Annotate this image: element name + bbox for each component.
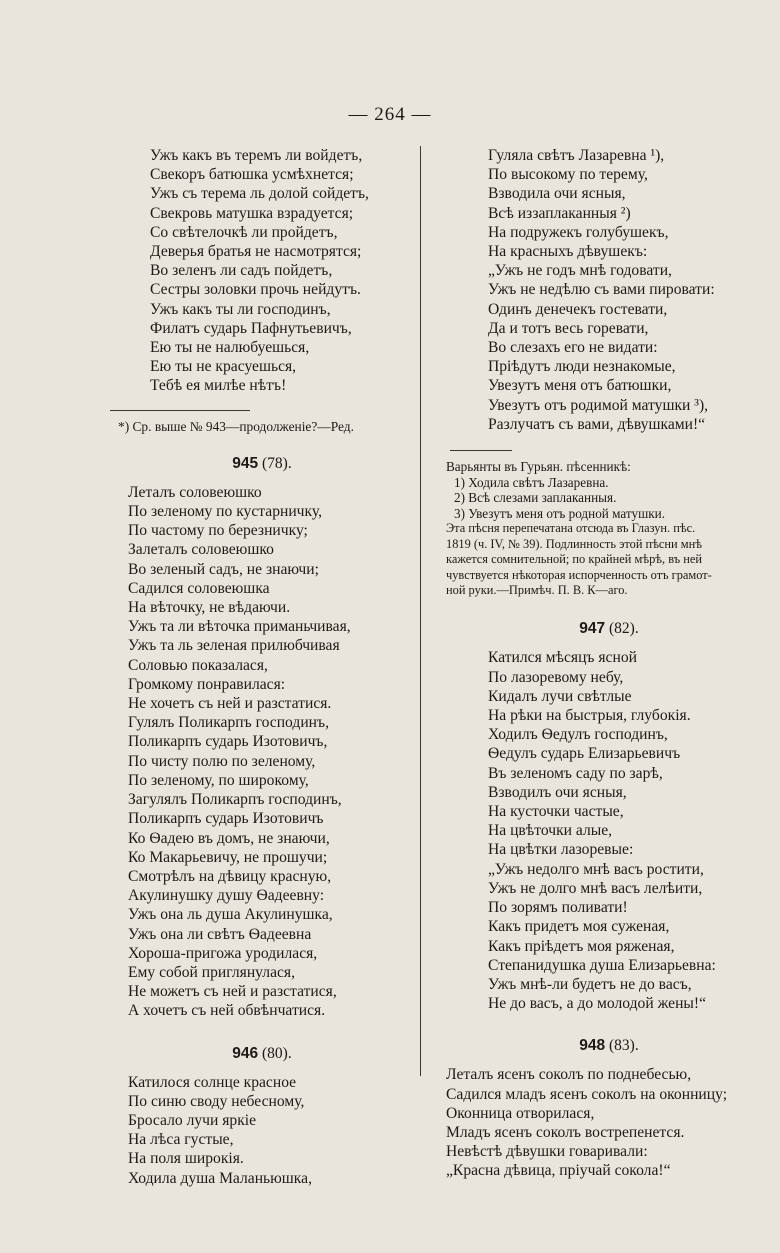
verse-line: Ею ты не красуешься,: [150, 358, 297, 376]
verse-line: Садился соловеюшка: [128, 579, 270, 597]
verse-line: 2) Всѣ слезами заплаканныя.: [454, 490, 617, 506]
verse-line: Ужъ какъ ты ли господинъ,: [150, 300, 331, 318]
verse-line: Бросало лучи яркіе: [128, 1111, 257, 1129]
verse-line: Ко Ѳадею въ домъ, не знаючи,: [128, 829, 330, 847]
verse-line: Смотрѣлъ на дѣвицу красную,: [128, 867, 332, 885]
verse-line: На лѣса густые,: [128, 1131, 234, 1149]
verse-line: По чисту полю по зеленому,: [128, 752, 316, 770]
verse-line: Ужъ та ль зеленая прилюбчивая: [128, 637, 340, 655]
verse-line: На подружекъ голубушекъ,: [488, 223, 669, 241]
song-number: 948: [579, 1037, 606, 1055]
column-divider: [420, 146, 421, 1076]
song-947-verse: [438, 648, 780, 1013]
verse-line: Разлучатъ съ вами, дѣвушками!“: [488, 415, 706, 433]
verse-line: По синю своду небесному,: [128, 1092, 305, 1110]
verse-line: Во слезахъ его не видати:: [488, 339, 658, 357]
verse-line: Степанидушка душа Елизарьевна:: [488, 956, 716, 974]
verse-line: Всѣ иззаплаканныя ²): [488, 204, 631, 222]
verse-line: Свекоръ батюшка усмѣхнется;: [150, 166, 354, 184]
verse-line: „Красна дѣвица, пріучай сокола!“: [446, 1162, 671, 1180]
song-alt-number: (78).: [262, 454, 292, 472]
variants-header: Варьянты въ Гурьян. пѣсенникѣ:: [446, 459, 631, 475]
verse-line: Во зеленъ ли садъ пойдетъ,: [150, 262, 333, 280]
verse-line: Филатъ сударь Пафнутьевичъ,: [150, 319, 352, 337]
verse-line: „Ужъ не годъ мнѣ годовати,: [488, 262, 672, 280]
verse-line: Ему собой приглянулася,: [128, 963, 295, 981]
footnote-rule: [110, 410, 250, 411]
song-alt-number: (83).: [609, 1037, 639, 1055]
verse-line: Увезутъ меня отъ батюшки,: [488, 377, 672, 395]
variants-rule: [450, 450, 512, 451]
verse-line: По зеленому по кустарничку,: [128, 503, 323, 521]
verse-line: Со свѣтелочкѣ ли пройдетъ,: [150, 223, 338, 241]
verse-continued-right: [438, 146, 780, 434]
verse-line: По зеленому, по широкому,: [128, 771, 309, 789]
verse-continued-left: [128, 146, 396, 396]
verse-line: Въ зеленомъ саду по зарѣ,: [488, 764, 663, 782]
verse-line: Ѳедулъ сударь Елизарьевичъ: [488, 745, 681, 763]
verse-line: На цвѣтки лазоревые:: [488, 841, 634, 859]
verse-line: Ко Макарьевичу, не прошучи;: [128, 848, 328, 866]
verse-line: чувствуется нѣкоторая испорченность отъ грамот-: [446, 567, 712, 582]
left-column: [118, 146, 396, 1188]
verse-line: Во зеленый садъ, не знаючи;: [128, 560, 319, 578]
verse-line: Младъ ясенъ соколъ вострепенется.: [446, 1123, 685, 1141]
verse-line: Эта пѣсня перепечатана отсюда въ Глазун. пѣс.: [446, 521, 696, 536]
verse-line: Взводила очи ясныя,: [488, 185, 626, 203]
verse-line: Соловью показалася,: [128, 656, 268, 674]
verse-line: Ужъ та ли вѣточка приманьчивая,: [128, 618, 351, 636]
verse-line: Ужъ не недѣлю съ вами пировати:: [488, 281, 715, 299]
song-number: 945: [232, 454, 259, 472]
verse-line: Ужъ не долго мнѣ васъ лелѣити,: [488, 879, 703, 897]
verse-line: А хочетъ съ ней обвѣнчатися.: [128, 1002, 326, 1020]
song-alt-number: (82).: [609, 620, 639, 638]
verse-line: Залеталъ соловеюшко: [128, 541, 274, 559]
verse-line: Кидалъ лучи свѣтлые: [488, 687, 632, 705]
verse-line: Тебѣ ея милѣе нѣтъ!: [150, 377, 287, 395]
verse-line: Какъ придетъ моя суженая,: [488, 918, 670, 936]
verse-line: Ужъ съ терема ль долой сойдетъ,: [150, 185, 369, 203]
verse-line: По высокому по терему,: [488, 166, 648, 184]
song-number: 947: [579, 620, 606, 638]
song-alt-number: (80).: [262, 1044, 292, 1062]
verse-line: Леталъ ясенъ соколъ по поднебесью,: [446, 1066, 692, 1084]
song-number: 946: [232, 1044, 259, 1062]
verse-line: Гуляла свѣтъ Лазаревна ¹),: [488, 147, 665, 164]
verse-line: Ужъ она ль душа Акулинушка,: [128, 906, 333, 924]
verse-line: На кусточки частые,: [488, 803, 624, 821]
verse-line: Садился младъ ясенъ соколъ на оконницу;: [446, 1085, 728, 1103]
verse-line: Катился мѣсяцъ ясной: [488, 649, 637, 667]
verse-line: кажется сомнительной; по крайней мѣрѣ, въ ней: [446, 552, 703, 567]
verse-line: Пріѣдутъ люди незнакомые,: [488, 358, 676, 376]
song-948-heading: [438, 1037, 780, 1055]
verse-line: Оконница отворилася,: [446, 1104, 595, 1122]
verse-line: Ею ты не налюбуешься,: [150, 339, 310, 357]
verse-line: Сестры золовки прочь нейдутъ.: [150, 281, 361, 299]
verse-line: Не хочетъ съ ней и разстатися.: [128, 695, 332, 713]
verse-line: По частому по березничку;: [128, 522, 308, 540]
verse-line: Не до васъ, а до молодой жены!“: [488, 995, 707, 1013]
song-948-verse: [438, 1065, 780, 1180]
song-945-verse: [128, 483, 396, 1021]
verse-line: На красныхъ дѣвушекъ:: [488, 243, 648, 261]
song-946-heading: [128, 1045, 396, 1063]
verse-line: По лазоревому небу,: [488, 668, 624, 686]
song-946-verse: [128, 1073, 396, 1188]
footnote: *) Ср. выше № 943—продолженіе?—Ред.: [118, 418, 354, 434]
verse-line: На цвѣточки алые,: [488, 822, 613, 840]
song-947-heading: [438, 620, 780, 638]
verse-line: Поликарпъ сударь Изотовичъ,: [128, 733, 328, 751]
verse-line: Свекровь матушка взрадуется;: [150, 204, 354, 222]
verse-line: На вѣточку, не вѣдаючи.: [128, 599, 291, 617]
verse-line: ной руки.—Примѣч. П. В. К—аго.: [446, 583, 628, 598]
right-column: [438, 146, 780, 1181]
verse-line: Невѣстѣ дѣвушки говаривали:: [446, 1143, 648, 1161]
verse-line: Да и тотъ весь горевати,: [488, 319, 649, 337]
editor-note: [446, 521, 780, 598]
verse-line: Какъ пріѣдетъ моя ряженая,: [488, 937, 675, 955]
verse-line: Поликарпъ сударь Изотовичъ: [128, 810, 324, 828]
verse-line: Громкому понравилася:: [128, 675, 286, 693]
verse-line: Взводилъ очи ясныя,: [488, 783, 627, 801]
variants-list: [446, 475, 780, 522]
verse-line: Ходила душа Маланьюшка,: [128, 1169, 312, 1187]
verse-line: Деверья братья не насмотрятся;: [150, 243, 362, 261]
variants-block: [438, 459, 780, 598]
verse-line: Ужъ мнѣ-ли будетъ не до васъ,: [488, 975, 692, 993]
verse-line: На рѣки на быстрыя, глубокія.: [488, 707, 691, 725]
verse-line: Хороша-пригожа уродилася,: [128, 944, 318, 962]
verse-line: Катилося солнце красное: [128, 1073, 297, 1091]
verse-line: Ходилъ Ѳедулъ господинъ,: [488, 726, 668, 744]
verse-line: На поля широкія.: [128, 1150, 244, 1168]
verse-line: Загулялъ Поликарпъ господинъ,: [128, 791, 342, 809]
verse-line: Гулялъ Поликарпъ господинъ,: [128, 714, 329, 732]
verse-line: По зорямъ поливати!: [488, 899, 628, 917]
page-number: — 264 —: [348, 104, 432, 125]
verse-line: 1819 (ч. IV, № 39). Подлинность этой пѣсни мнѣ: [446, 536, 702, 551]
verse-line: Леталъ соловеюшко: [128, 483, 262, 501]
verse-line: Не можетъ съ ней и разстатися,: [128, 983, 337, 1001]
verse-line: Акулинушку душу Ѳадеевну:: [128, 887, 325, 905]
song-945-heading: [128, 455, 396, 473]
verse-line: Одинъ денечекъ гостевати,: [488, 300, 668, 318]
verse-line: 1) Ходила свѣтъ Лазаревна.: [454, 474, 609, 490]
verse-line: Ужъ она ли свѣтъ Ѳадеевна: [128, 925, 312, 943]
verse-line: 3) Увезутъ меня отъ родной матушки.: [454, 505, 666, 521]
verse-line: „Ужъ недолго мнѣ васъ ростити,: [488, 860, 704, 878]
verse-line: Увезутъ отъ родимой матушки ³),: [488, 396, 709, 414]
verse-line: Ужъ какъ въ теремъ ли войдетъ,: [150, 147, 363, 164]
